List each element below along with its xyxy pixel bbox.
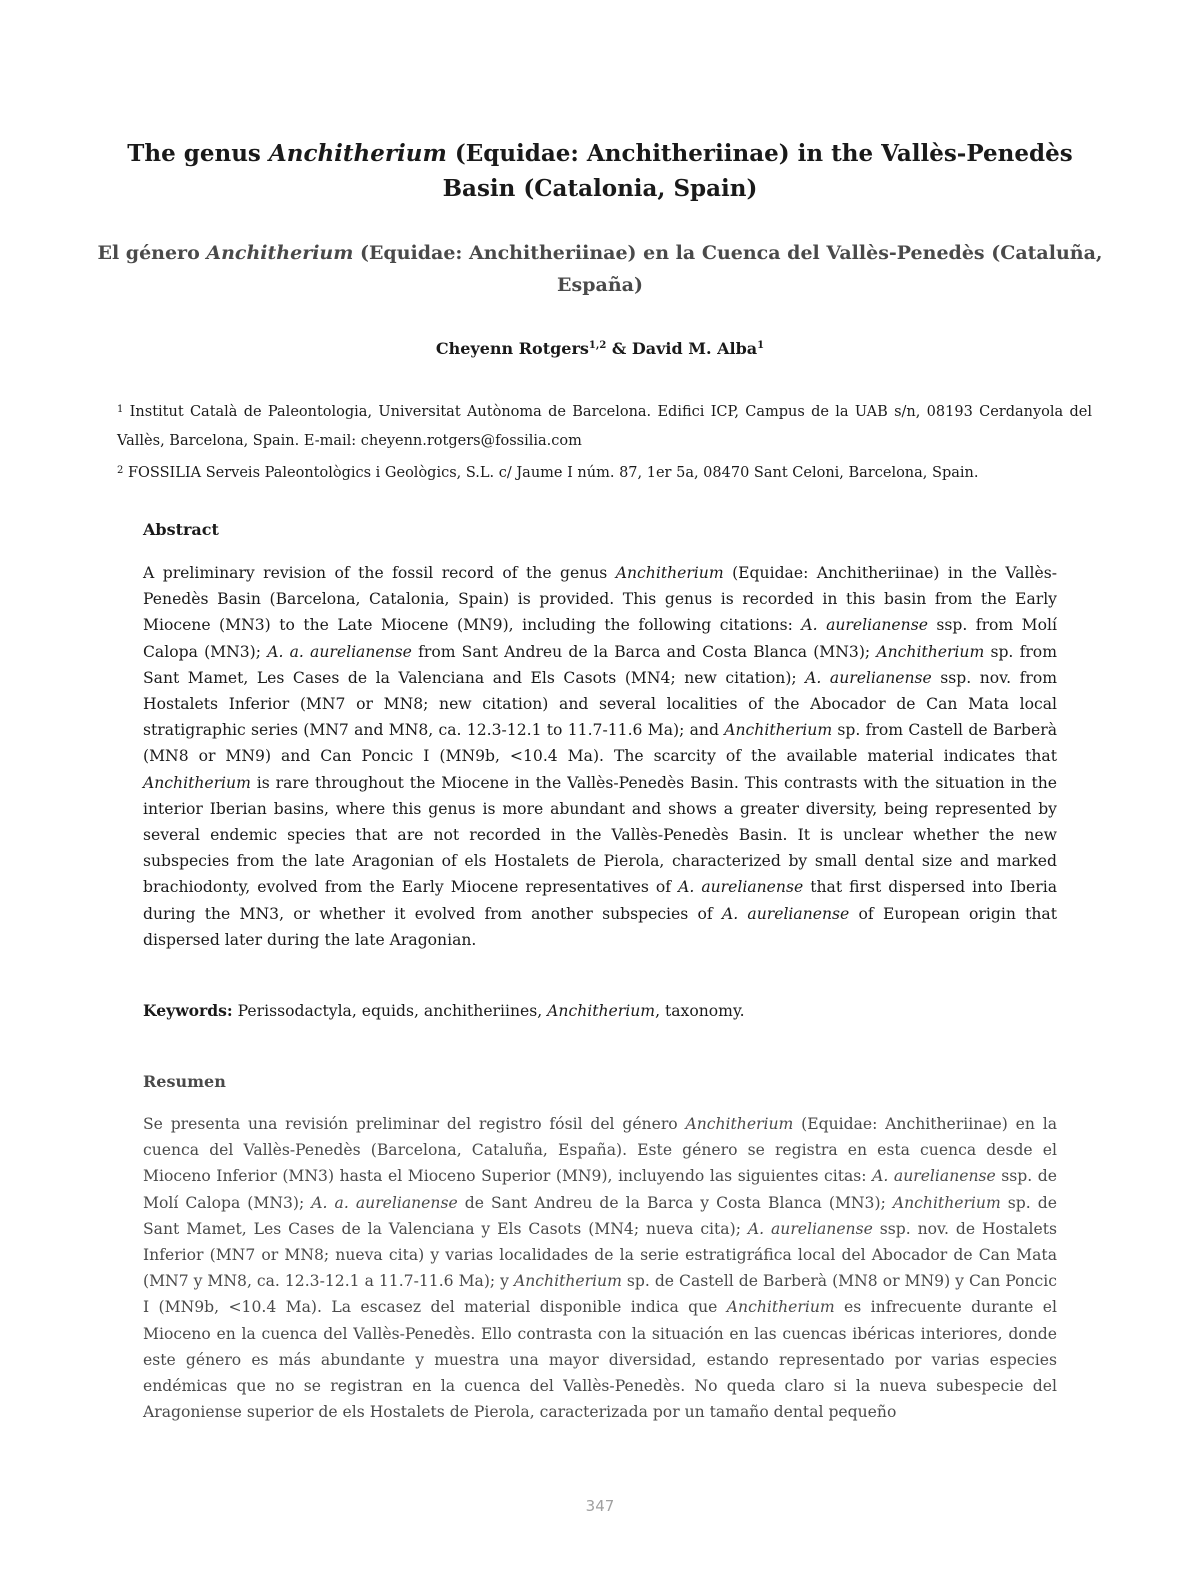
- author-1-affiliation: 1,2: [588, 340, 607, 351]
- abstract-taxon: Anchitherium: [724, 721, 833, 740]
- affiliation-1: [117, 398, 1092, 456]
- affiliation-2: [117, 459, 1092, 488]
- keywords-text: Perissodactyla, equids, anchitheriines,: [232, 1002, 548, 1020]
- abstract-segment: sp. from Sant Mamet, Les Cases de la Valenciana and Els Casots (MN4; new citation);: [143, 642, 1057, 687]
- resumen-taxon: A. aurelianense: [872, 1167, 996, 1186]
- page-number: 347: [585, 1497, 615, 1515]
- paper-subtitle: [90, 237, 1110, 301]
- abstract-segment: of European origin that dispersed later during the late Aragonian.: [143, 904, 1057, 949]
- abstract-segment: (Equidae: Anchitheriinae) in the Vallès-Penedès Basin (Barcelona, Catalonia, Spain) is provided. This genus is recorded in this basin from the Early Miocene (MN3) to the Late Miocene (MN9), including the following citations:: [143, 564, 1057, 635]
- abstract-segment: A preliminary revision of the fossil record of the genus: [143, 564, 616, 582]
- author-2-affiliation: 1: [757, 340, 765, 351]
- abstract-body: [143, 560, 1057, 953]
- resumen-taxon: Anchitherium: [726, 1298, 835, 1317]
- author-line: [90, 337, 1110, 361]
- paper-title: [90, 136, 1110, 206]
- resumen-taxon: Anchitherium: [892, 1193, 1001, 1212]
- subtitle-part-1: El género: [97, 242, 207, 264]
- abstract-taxon: Anchitherium: [143, 773, 251, 792]
- author-1: Cheyenn Rotgers: [435, 339, 589, 358]
- resumen-segment: ssp. nov. de Hostalets Inferior (MN7 or MN8; nueva cita) y varias localidades de la serie estratigráfica local del Abocador de Can Mata (MN7 y MN8, ca. 12.3-12.1 a 11.7-11.6 Ma); y: [143, 1219, 1057, 1291]
- resumen-segment: (Equidae: Anchitheriinae) en la cuenca del Vallès-Penedès (Barcelona, Cataluña, España). Este género se registra en esta cuenca desde el Mioceno Inferior (MN3) hasta el Mioceno Superior (MN9), incluyendo las siguientes citas:: [143, 1115, 1057, 1186]
- abstract-heading: Abstract: [143, 520, 219, 539]
- abstract-taxon: A. a. aurelianense: [267, 642, 412, 661]
- keywords-text-end: , taxonomy.: [655, 1002, 745, 1020]
- resumen-segment: de Sant Andreu de la Barca y Costa Blanca (MN3);: [457, 1193, 893, 1212]
- resumen-taxon: A. aurelianense: [747, 1219, 873, 1238]
- resumen-segment: sp. de Sant Mamet, Les Cases de la Valenciana y Els Casots (MN4; nueva cita);: [143, 1193, 1057, 1238]
- abstract-taxon: Anchitherium: [615, 564, 724, 582]
- abstract-taxon: A. aurelianense: [678, 878, 804, 897]
- keywords-label: Keywords:: [143, 1001, 233, 1020]
- abstract-segment: from Sant Andreu de la Barca and Costa Blanca (MN3);: [411, 642, 877, 661]
- resumen-taxon: Anchitherium: [685, 1115, 794, 1133]
- abstract-segment: sp. from Castell de Barberà (MN8 or MN9) and Can Poncic I (MN9b, <10.4 Ma). The scarcity of the available material indicates that: [143, 721, 1058, 766]
- resumen-segment: sp. de Castell de Barberà (MN8 or MN9) y Can Poncic I (MN9b, <10.4 Ma). La escasez del material disponible indica que: [143, 1272, 1057, 1317]
- subtitle-part-2: (Equidae: Anchitheriinae) en la Cuenca del Vallès-Penedès (Cataluña, España): [353, 242, 1103, 296]
- resumen-segment: Se presenta una revisión preliminar del registro fósil del género: [143, 1115, 686, 1133]
- abstract-taxon: A. aurelianense: [721, 904, 850, 923]
- abstract-segment: ssp. from Molí Calopa (MN3);: [143, 616, 1058, 661]
- resumen-taxon: A. a. aurelianense: [311, 1193, 458, 1212]
- affiliation-2-number: 2: [117, 465, 124, 476]
- abstract-segment: is rare throughout the Miocene in the Vallès-Penedès Basin. This contrasts with the situation in the interior Iberian basins, where this genus is more abundant and shows a greater diversity, being represented by several endemic species that are not recorded in the Vallès-Penedès Basin. It is unclear whether the new subspecies from the late Aragonian of els Hostalets de Pierola, characterized by small dental size and marked brachiodonty, evolved from the Early Miocene representatives of: [143, 773, 1057, 897]
- affiliation-1-text: Institut Català de Paleontologia, Universitat Autònoma de Barcelona. Edifici ICP, Campus de la UAB s/n, 08193 Cerdanyola del Vallès, Barcelona, Spain. E-mail: cheyenn.rotgers@fossilia.com: [117, 404, 1092, 449]
- title-part-2: (Equidae: Anchitheriinae) in the Vallès-Penedès Basin (Catalonia, Spain): [442, 140, 1073, 202]
- affiliation-2-text: FOSSILIA Serveis Paleontològics i Geològics, S.L. c/ Jaume I núm. 87, 1er 5a, 08470 Sant Celoni, Barcelona, Spain.: [123, 465, 979, 481]
- author-separator: &: [606, 339, 632, 358]
- abstract-segment: that first dispersed into Iberia during the MN3, or whether it evolved from another subspecies of: [143, 878, 1057, 923]
- abstract-taxon: A. aurelianense: [801, 616, 928, 635]
- resumen-segment: es infrecuente durante el Mioceno en la cuenca del Vallès-Penedès. Ello contrasta con la situación en las cuencas ibéricas interiores, donde este género es más abundante y muestra una mayor diversidad, estando representado por varias especies endémicas que no se registran en la cuenca del Vallès-Penedès. No queda claro si la nueva subespecie del Aragoniense superior de els Hostalets de Pierola, caracterizada por un tamaño dental pequeño: [143, 1298, 1058, 1422]
- keywords-line: [143, 998, 1057, 1024]
- affiliation-1-number: 1: [117, 404, 124, 415]
- resumen-segment: ssp. de Molí Calopa (MN3);: [143, 1167, 1057, 1212]
- title-part-1: The genus: [127, 140, 269, 167]
- abstract-taxon: Anchitherium: [876, 642, 985, 661]
- title-genus: Anchitherium: [268, 140, 447, 167]
- abstract-segment: ssp. nov. from Hostalets Inferior (MN7 or MN8; new citation) and several localities of the Abocador de Can Mata local stratigraphic series (MN7 and MN8, ca. 12.3-12.1 to 11.7-11.6 Ma); and: [143, 668, 1057, 740]
- resumen-body: [143, 1111, 1057, 1425]
- resumen-heading: Resumen: [143, 1072, 226, 1091]
- resumen-taxon: Anchitherium: [514, 1272, 622, 1291]
- subtitle-genus: Anchitherium: [206, 242, 354, 264]
- author-2: David M. Alba: [631, 339, 758, 358]
- abstract-taxon: A. aurelianense: [805, 668, 932, 687]
- keywords-genus: Anchitherium: [547, 1002, 656, 1020]
